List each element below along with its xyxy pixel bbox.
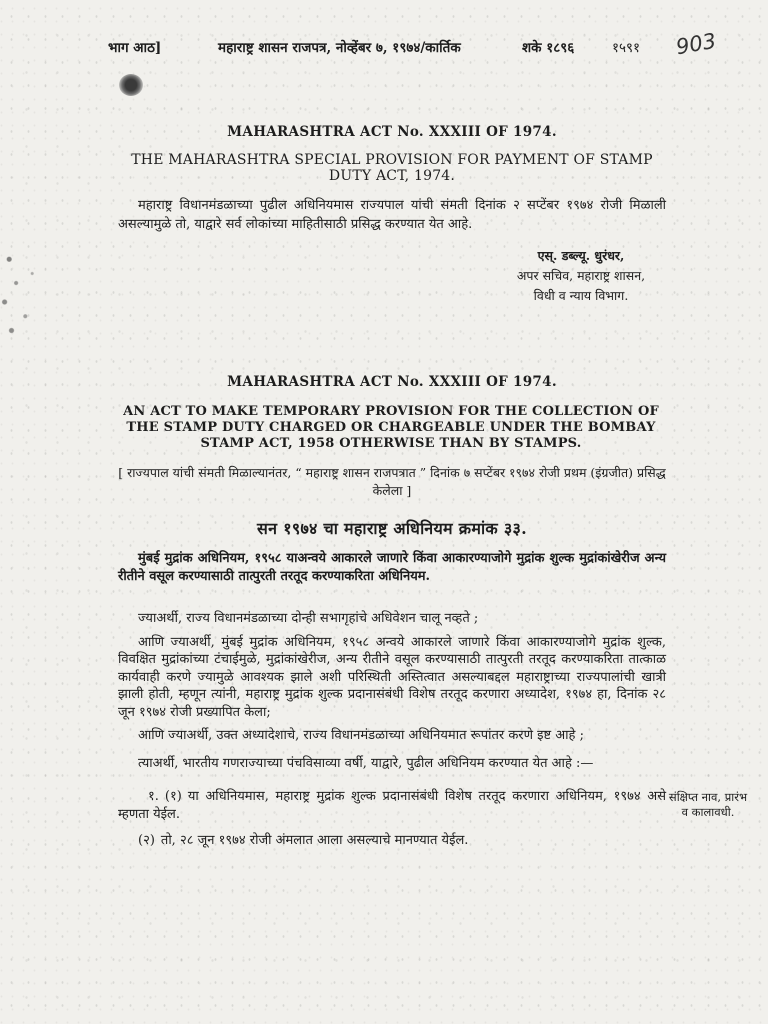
long-title-line: AN ACT TO MAKE TEMPORARY PROVISION FOR THE COLLECTION OF	[123, 404, 659, 419]
signatory-department: विधी व न्याय विभाग.	[533, 288, 629, 303]
preamble-paragraph: आणि ज्याअर्थी, उक्त अध्यादेशाचे, राज्य विधानमंडळाच्या अधिनियमात रूपांतर करणे इष्ट आहे ;	[138, 728, 584, 743]
notice-act-number: MAHARASHTRA ACT No. XXXIII OF 1974.	[227, 124, 557, 140]
short-title-line: THE MAHARASHTRA SPECIAL PROVISION FOR PAYMENT OF STAMP	[131, 152, 653, 168]
signature-block	[496, 246, 666, 306]
header-page-number: १५९१	[612, 40, 641, 56]
enacting-clause: त्याअर्थी, भारतीय गणराज्याच्या पंचविसाव्या वर्षी, याद्वारे, पुढील अधिनियम करण्यात येत आहे :—	[138, 755, 594, 771]
header-gazette-title: महाराष्ट्र शासन राजपत्र, नोव्हेंबर ७, १९७४/कार्तिक	[218, 40, 461, 56]
binding-marks	[0, 245, 46, 340]
publication-note: [ राज्यपाल यांची संमती मिळाल्यानंतर, “ महाराष्ट्र शासन राजपत्रात ” दिनांक ७ सप्टेंबर १९७४ रोजी प्रथम (इंग्रजीत) प्रसिद्ध केलेला ]	[118, 465, 666, 498]
act-number: MAHARASHTRA ACT No. XXXIII OF 1974.	[227, 374, 557, 390]
signatory-name: एस्. डब्ल्यू. धुरंधर,	[537, 248, 625, 263]
marathi-long-title: मुंबई मुद्रांक अधिनियम, १९५८ याअन्वये आकारले जाणारे किंवा आकारण्याजोगे मुद्रांक शुल्क मुद्रांकांखेरीज अन्य रीतीने वसूल करण्यासाठी तात्पुरती तरतूद करण्याकरिता अधिनियम.	[118, 551, 666, 584]
short-title-line: DUTY ACT, 1974.	[328, 168, 456, 184]
signatory-designation: अपर सचिव, महाराष्ट्र शासन,	[516, 268, 646, 283]
section-1-subsection-1	[118, 788, 666, 824]
subsection-text: या अधिनियमास, महाराष्ट्र मुद्रांक शुल्क प्रदानासंबंधी विशेष तरतूद करणारा अधिनियम, १९७४ असे म्हणता येईल.	[118, 789, 666, 822]
publication-paragraph: महाराष्ट्र विधानमंडळाच्या पुढील अधिनियमास राज्यपाल यांची संमती दिनांक २ सप्टेंबर १९७४ रोजी मिळाली असल्यामुळे तो, याद्वारे सर्व लोकांच्या माहितीसाठी प्रसिद्ध करण्यात येत आहे.	[118, 198, 666, 232]
long-title-line: THE STAMP DUTY CHARGED OR CHARGEABLE UNDER THE BOMBAY	[126, 420, 656, 435]
preamble-paragraph: आणि ज्याअर्थी, मुंबई मुद्रांक अधिनियम, १९५८ अन्वये आकारले जाणारे किंवा आकारण्याजोगे मुद्रांक शुल्क, विवक्षित मुद्रांकांच्या टंचाईमुळे, मुद्रांकांखेरीज, अन्य रीतीने वसूल करण्यासाठी तात्पुरती तरतूद करण्याकरिता तात्काळ कार्यवाही करणे ज्यामुळे आवश्यक झाले अशी परिस्थिती अस्तित्वात असल्याबद्दल महाराष्ट्राच्या राज्यपालांची खात्री झाली होती, म्हणून त्यांनी, महाराष्ट्र मुद्रांक शुल्क प्रदानासंबंधी विशेष तरतूद करणारा अध्यादेश, १९७४ हा, दिनांक २८ जून १९७४ रोजी प्रख्यापित केला;	[118, 634, 666, 720]
section-1-subsection-2	[118, 832, 666, 850]
act-long-title	[81, 404, 701, 452]
subsection-number: (१)	[164, 789, 182, 804]
ink-blot	[119, 74, 143, 96]
subsection-text: तो, २८ जून १९७४ रोजी अंमलात आला असल्याचे मानण्यात येईल.	[160, 833, 469, 848]
document-body	[118, 122, 748, 850]
marginal-note: संक्षिप्त नाव, प्रारंभ व कालावधी.	[668, 790, 748, 819]
header-saka-date: शके १८९६	[522, 40, 575, 56]
preamble-paragraph: ज्याअर्थी, राज्य विधानमंडळाच्या दोन्ही सभागृहांचे अधिवेशन चालू नव्हते ;	[138, 611, 479, 626]
subsection-number: (२)	[138, 833, 155, 848]
header-section: भाग आठ]	[108, 40, 162, 56]
marathi-act-number: सन १९७४ चा महाराष्ट्र अधिनियम क्रमांक ३३.	[257, 519, 527, 538]
long-title-line: STAMP ACT, 1958 OTHERWISE THAN BY STAMPS.	[200, 436, 582, 451]
section-number: १.	[148, 789, 159, 804]
section-1	[118, 788, 748, 850]
handwritten-number: 903	[674, 28, 718, 60]
notice-short-title	[112, 152, 672, 184]
